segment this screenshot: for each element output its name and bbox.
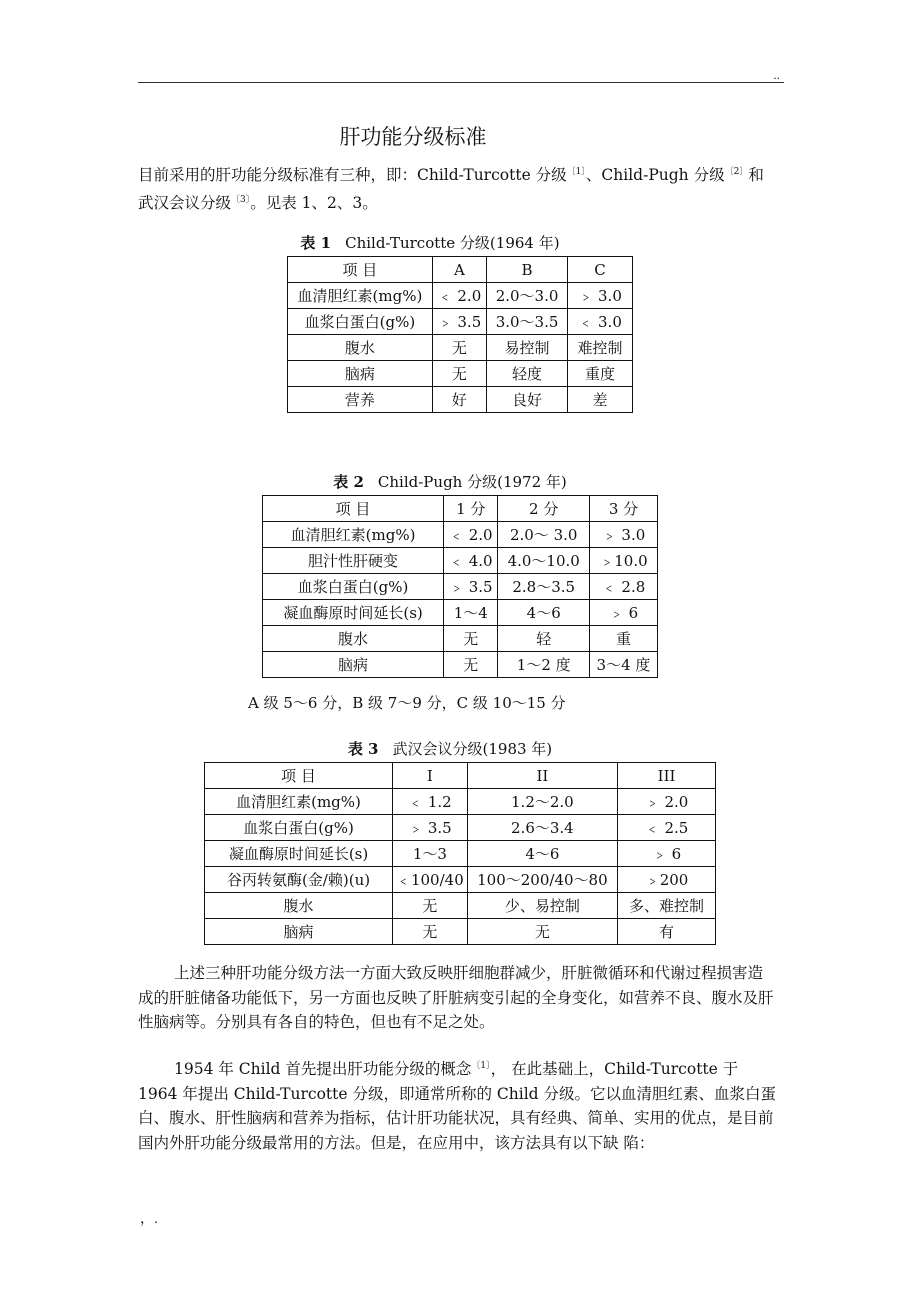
table-header-cell: III (618, 763, 716, 789)
body-paragraph-2 (138, 1054, 778, 1155)
table-wuhan (204, 762, 716, 945)
table-row-label: 凝血酶原时间延长(s) (263, 600, 444, 626)
table-row (205, 867, 716, 893)
citation-3: 〔3〕 (231, 194, 251, 205)
table3-title: 武汉会议分级(1983 年) (392, 740, 553, 758)
intro-text-1: 目前采用的肝功能分级标准有三种，即：Child-Turcotte 分级 (138, 166, 567, 185)
table-header-cell: 1 分 (444, 496, 498, 522)
table-row (205, 893, 716, 919)
table1-label: 表 1 (300, 234, 332, 252)
table-cell: 无 (444, 652, 498, 678)
table1-title: Child-Turcotte 分级(1964 年) (345, 234, 560, 252)
table-cell: 无 (393, 893, 468, 919)
table2-label: 表 2 (333, 473, 364, 491)
table-row-label: 血浆白蛋白(g%) (288, 309, 433, 335)
table-child-pugh (262, 495, 658, 678)
table-row (205, 919, 716, 945)
table-cell: ﹥ 3.5 (393, 815, 468, 841)
table-row-label: 脑病 (263, 652, 444, 678)
intro-text-3: 和武汉会议分级 (138, 166, 764, 212)
table-row (263, 652, 658, 678)
table-row (288, 387, 633, 413)
table-cell: 2.0～ 3.0 (498, 522, 589, 548)
table-header-row (205, 763, 716, 789)
intro-text-4: 。见表 1、2、3。 (250, 193, 378, 212)
table1-caption (200, 232, 660, 253)
table-cell: ﹤ 4.0 (444, 548, 498, 574)
table-cell: ﹥ 2.0 (618, 789, 716, 815)
table-row (205, 815, 716, 841)
table-cell: 1～4 (444, 600, 498, 626)
table-cell: 轻度 (487, 361, 568, 387)
table-row (263, 522, 658, 548)
table-row-label: 谷丙转氨酶(金/赖)(u) (205, 867, 393, 893)
table-cell: ﹥ 3.5 (432, 309, 486, 335)
table-cell: 4.0～10.0 (498, 548, 589, 574)
table-header-row (263, 496, 658, 522)
table-cell: ﹤ 2.0 (432, 283, 486, 309)
table-row (288, 361, 633, 387)
table-cell: 无 (432, 335, 486, 361)
table-row (205, 789, 716, 815)
table-row (263, 626, 658, 652)
table-cell: 好 (432, 387, 486, 413)
table-cell: ﹥ 3.0 (568, 283, 633, 309)
table-row-label: 营养 (288, 387, 433, 413)
header-mark: .. (773, 68, 780, 82)
table-cell: 1～2 度 (498, 652, 589, 678)
grading-note: A 级 5～6 分，B 级 7～9 分，C 级 10～15 分 (248, 694, 566, 712)
table-cell: 4～6 (498, 600, 589, 626)
table-row-label: 凝血酶原时间延长(s) (205, 841, 393, 867)
table-row-label: 血浆白蛋白(g%) (263, 574, 444, 600)
table-cell: ﹤ 2.0 (444, 522, 498, 548)
table-cell: 多、难控制 (618, 893, 716, 919)
table3-label: 表 3 (347, 740, 379, 758)
table3-caption (240, 738, 660, 759)
page-title (0, 121, 920, 151)
table-cell: 4～6 (467, 841, 617, 867)
table2-caption (240, 471, 660, 492)
title-text: 肝功能分级标准 (339, 125, 487, 149)
citation-para2: 〔1〕 (471, 1061, 491, 1071)
table-header-cell: 项 目 (288, 257, 433, 283)
table-row (263, 574, 658, 600)
table-header-cell: 2 分 (498, 496, 589, 522)
table-cell: ﹥ 6 (589, 600, 657, 626)
header-rule (138, 82, 784, 83)
table-header-cell: 项 目 (263, 496, 444, 522)
table-cell: 3.0～3.5 (487, 309, 568, 335)
table-row-label: 血浆白蛋白(g%) (205, 815, 393, 841)
table-cell: ﹤ 1.2 (393, 789, 468, 815)
table-cell: 无 (444, 626, 498, 652)
table-row-label: 血清胆红素(mg%) (288, 283, 433, 309)
table-child-turcotte (287, 256, 633, 413)
table-cell: ﹤100/40 (393, 867, 468, 893)
table-cell: ﹥10.0 (589, 548, 657, 574)
table-row (288, 309, 633, 335)
table-row (288, 335, 633, 361)
table-cell: 难控制 (568, 335, 633, 361)
table-row (288, 283, 633, 309)
table-row-label: 脑病 (288, 361, 433, 387)
table-cell: 1.2～2.0 (467, 789, 617, 815)
table-cell: 易控制 (487, 335, 568, 361)
table-cell: 有 (618, 919, 716, 945)
table-cell: 重度 (568, 361, 633, 387)
para2-text-2: ， 在此基础上，Child-Turcotte 于 1964 年提出 Child-Turcotte 分级，即通常所称的 Child 分级。它以血清胆红素、血浆白蛋 白、腹水、肝性脑病和营养为指标，估计肝功能状况，具有经典、简单、实用的优点，是目前国内外肝功能分级最常用的方法。但是，在应用中，该方法具有以下缺 陷： (138, 1060, 776, 1152)
table-header-cell: 项 目 (205, 763, 393, 789)
table-row-label: 脑病 (205, 919, 393, 945)
table-cell: ﹤ 2.5 (618, 815, 716, 841)
citation-1: 〔1〕 (566, 167, 586, 177)
footer-mark: ，. (140, 1210, 158, 1226)
table2-title: Child-Pugh 分级(1972 年) (377, 473, 567, 491)
table-row-label: 胆汁性肝硬变 (263, 548, 444, 574)
para2-text-1: 1954 年 Child 首先提出肝功能分级的概念 (174, 1060, 472, 1079)
table-cell: ﹥200 (618, 867, 716, 893)
table-row-label: 腹水 (288, 335, 433, 361)
table-header-cell: I (393, 763, 468, 789)
intro-text-2: 、Child-Pugh 分级 (585, 166, 725, 185)
table-cell: 轻 (498, 626, 589, 652)
table-header-cell: C (568, 257, 633, 283)
table-cell: ﹥ 3.0 (589, 522, 657, 548)
body-paragraph-1: 上述三种肝功能分级方法一方面大致反映肝细胞群减少，肝脏微循环和代谢过程损害造成的肝脏储备功能低下，另一方面也反映了肝脏病变引起的全身变化，如营养不良、腹水及肝性脑病等。分别具有各自的特色，但也有不足之处。 (138, 964, 774, 1031)
table-cell: 无 (432, 361, 486, 387)
table-cell: 少、易控制 (467, 893, 617, 919)
intro-paragraph (138, 160, 778, 215)
table-cell: 2.0～3.0 (487, 283, 568, 309)
table-cell: 3～4 度 (589, 652, 657, 678)
table-header-cell: II (467, 763, 617, 789)
table-cell: 100～200/40～80 (467, 867, 617, 893)
table-cell: 无 (393, 919, 468, 945)
table-header-row (288, 257, 633, 283)
table-row (205, 841, 716, 867)
table-row-label: 腹水 (263, 626, 444, 652)
table-cell: 重 (589, 626, 657, 652)
table-row-label: 腹水 (205, 893, 393, 919)
table-cell: 2.6～3.4 (467, 815, 617, 841)
table-header-cell: B (487, 257, 568, 283)
table-cell: ﹥ 3.5 (444, 574, 498, 600)
table-cell: 良好 (487, 387, 568, 413)
table-row (263, 600, 658, 626)
table-cell: 差 (568, 387, 633, 413)
table-header-cell: 3 分 (589, 496, 657, 522)
table-header-cell: A (432, 257, 486, 283)
citation-2: 〔2〕 (724, 167, 749, 177)
table-cell: ﹥ 6 (618, 841, 716, 867)
table-row (263, 548, 658, 574)
table-cell: 无 (467, 919, 617, 945)
table-cell: ﹤ 3.0 (568, 309, 633, 335)
table-row-label: 血清胆红素(mg%) (205, 789, 393, 815)
table-cell: 1～3 (393, 841, 468, 867)
table-cell: ﹤ 2.8 (589, 574, 657, 600)
table-row-label: 血清胆红素(mg%) (263, 522, 444, 548)
table-cell: 2.8～3.5 (498, 574, 589, 600)
